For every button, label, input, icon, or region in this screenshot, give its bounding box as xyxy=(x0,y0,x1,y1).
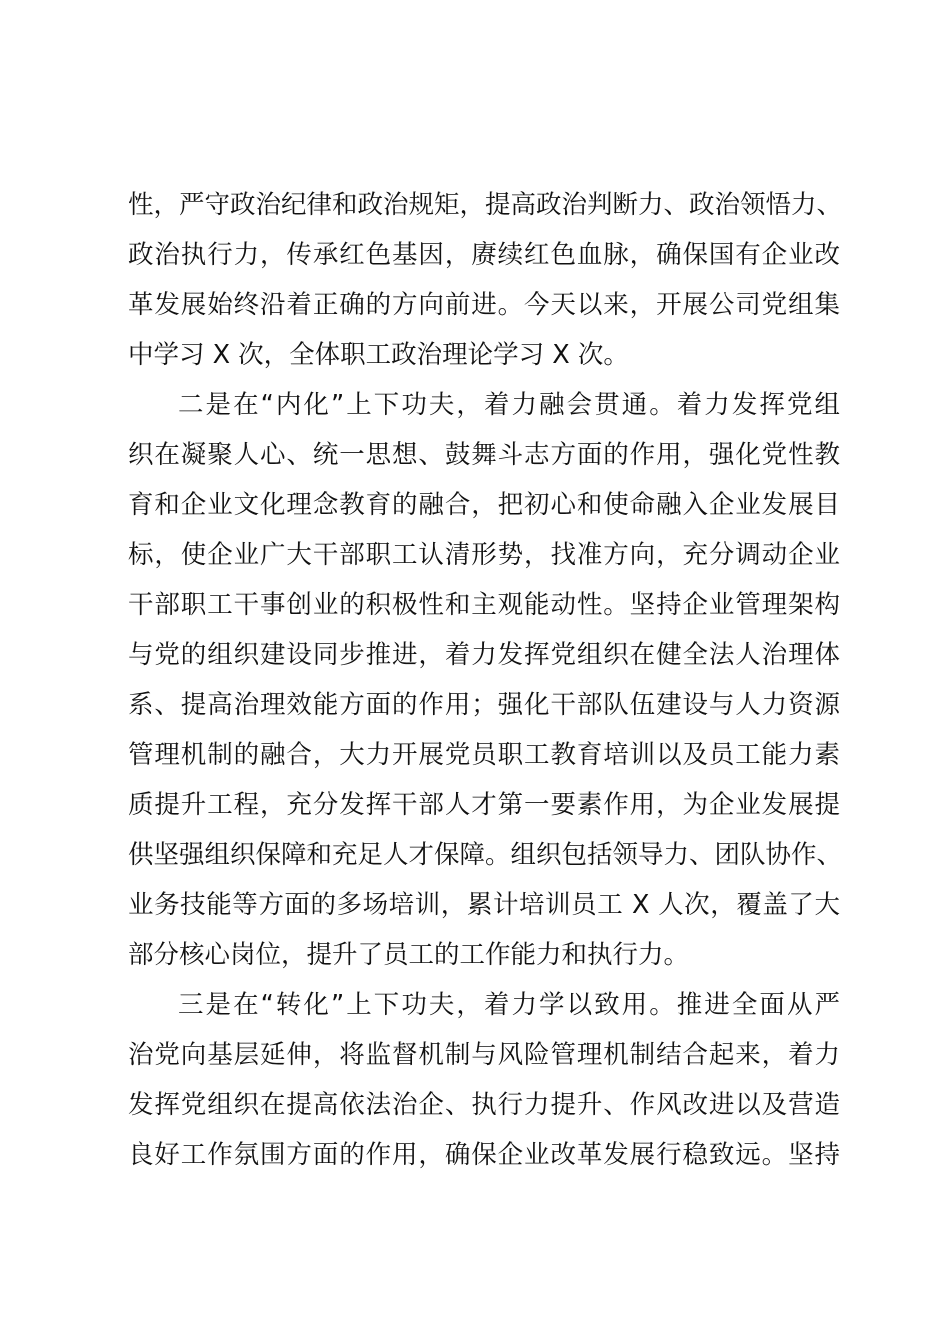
text-line: 业务技能等方面的多场培训，累计培训员工 X 人次，覆盖了大 xyxy=(128,890,840,920)
text-line: 革发展始终沿着正确的方向前进。今天以来，开展公司党组集 xyxy=(128,290,840,320)
text-line: 良好工作氛围方面的作用，确保企业改革发展行稳致远。坚持 xyxy=(128,1140,840,1170)
paragraph-3 xyxy=(128,980,840,1180)
text-line: 三是在“转化”上下功夫，着力学以致用。推进全面从严 xyxy=(178,990,840,1020)
text-line: 治党向基层延伸，将监督机制与风险管理机制结合起来，着力 xyxy=(128,1040,840,1070)
text-line: 二是在“内化”上下功夫，着力融会贯通。着力发挥党组 xyxy=(178,390,840,420)
text-line: 发挥党组织在提高依法治企、执行力提升、作风改进以及营造 xyxy=(128,1090,840,1120)
text-line: 部分核心岗位，提升了员工的工作能力和执行力。 xyxy=(128,940,690,970)
text-line: 性，严守政治纪律和政治规矩，提高政治判断力、政治领悟力、 xyxy=(128,190,843,220)
text-line: 织在凝聚人心、统一思想、鼓舞斗志方面的作用，强化党性教 xyxy=(128,440,840,470)
text-line: 质提升工程，充分发挥干部人才第一要素作用，为企业发展提 xyxy=(128,790,840,820)
document-body xyxy=(128,180,843,1180)
text-line: 管理机制的融合，大力开展党员职工教育培训以及员工能力素 xyxy=(128,740,840,770)
paragraph-2 xyxy=(128,380,843,980)
text-line: 与党的组织建设同步推进，着力发挥党组织在健全法人治理体 xyxy=(128,640,840,670)
text-line: 供坚强组织保障和充足人才保障。组织包括领导力、团队协作、 xyxy=(128,840,843,870)
text-line: 系、提高治理效能方面的作用；强化干部队伍建设与人力资源 xyxy=(128,690,840,720)
text-line: 政治执行力，传承红色基因，赓续红色血脉，确保国有企业改 xyxy=(128,240,840,270)
text-line: 中学习 X 次，全体职工政治理论学习 X 次。 xyxy=(128,340,629,370)
text-line: 干部职工干事创业的积极性和主观能动性。坚持企业管理架构 xyxy=(128,590,840,620)
text-line: 标，使企业广大干部职工认清形势，找准方向，充分调动企业 xyxy=(128,540,840,570)
paragraph-1 xyxy=(128,180,843,380)
text-line: 育和企业文化理念教育的融合，把初心和使命融入企业发展目 xyxy=(128,490,840,520)
